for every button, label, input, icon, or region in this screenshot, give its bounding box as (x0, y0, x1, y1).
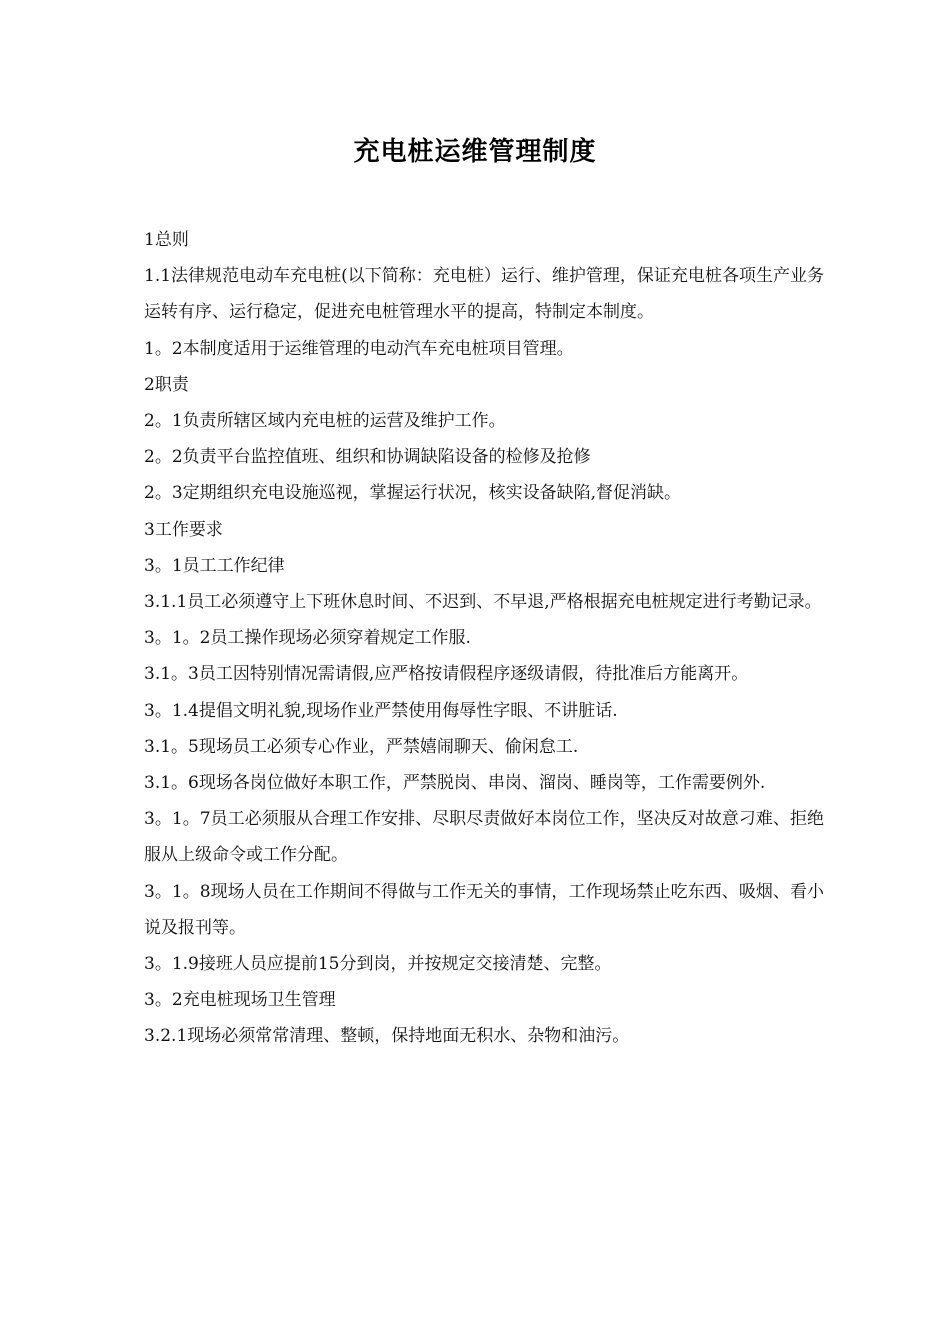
paragraph: 2。1负责所辖区域内充电桩的运营及维护工作。 (144, 411, 506, 432)
document-body (144, 222, 824, 1055)
paragraph: 3.1。5现场员工必须专心作业，严禁嬉闹聊天、偷闲怠工. (144, 736, 579, 757)
subsection-heading: 3。1员工工作纪律 (144, 555, 285, 576)
paragraph: 1。2本制度适用于运维管理的电动汽车充电桩项目管理。 (144, 338, 574, 359)
paragraph: 3。1。2员工操作现场必须穿着规定工作服. (144, 628, 471, 649)
paragraph: 2。3定期组织充电设施巡视，掌握运行状况，核实设备缺陷,督促消缺。 (144, 483, 682, 504)
document-title: 充电桩运维管理制度 (353, 137, 597, 167)
paragraph: 3.1.1员工必须遵守上下班休息时间、不迟到、不早退,严格根据充电桩规定进行考勤记录。 (144, 592, 822, 613)
paragraph: 3。1。7员工必须服从合理工作安排、尽职尽责做好本岗位工作，坚决反对故意刁难、拒绝服从上级命令或工作分配。 (144, 809, 824, 866)
paragraph: 3。1.9接班人员应提前15分到岗，并按规定交接清楚、完整。 (144, 954, 612, 975)
section-heading: 3工作要求 (144, 519, 223, 540)
paragraph: 3.1。6现场各岗位做好本职工作，严禁脱岗、串岗、溜岗、睡岗等，工作需要例外. (144, 773, 766, 794)
paragraph: 2。2负责平台监控值班、组织和协调缺陷设备的检修及抢修 (144, 447, 591, 468)
section-heading: 2职责 (144, 374, 189, 395)
section-heading: 1总则 (144, 230, 189, 250)
paragraph: 3。1.4提倡文明礼貌,现场作业严禁使用侮辱性字眼、不讲脏话. (144, 700, 618, 721)
paragraph: 1.1法律规范电动车充电桩(以下简称：充电桩）运行、维护管理，保证充电桩各项生产业务运转有序、运行稳定，促进充电桩管理水平的提高，特制定本制度。 (144, 266, 824, 323)
paragraph: 3.2.1现场必须常常清理、整顿，保持地面无积水、杂物和油污。 (144, 1026, 630, 1047)
paragraph: 3。1。8现场人员在工作期间不得做与工作无关的事情，工作现场禁止吃东西、吸烟、看小说及报刊等。 (144, 881, 824, 938)
subsection-heading: 3。2充电桩现场卫生管理 (144, 990, 336, 1011)
paragraph: 3.1。3员工因特别情况需请假,应严格按请假程序逐级请假，待批准后方能离开。 (144, 664, 749, 685)
